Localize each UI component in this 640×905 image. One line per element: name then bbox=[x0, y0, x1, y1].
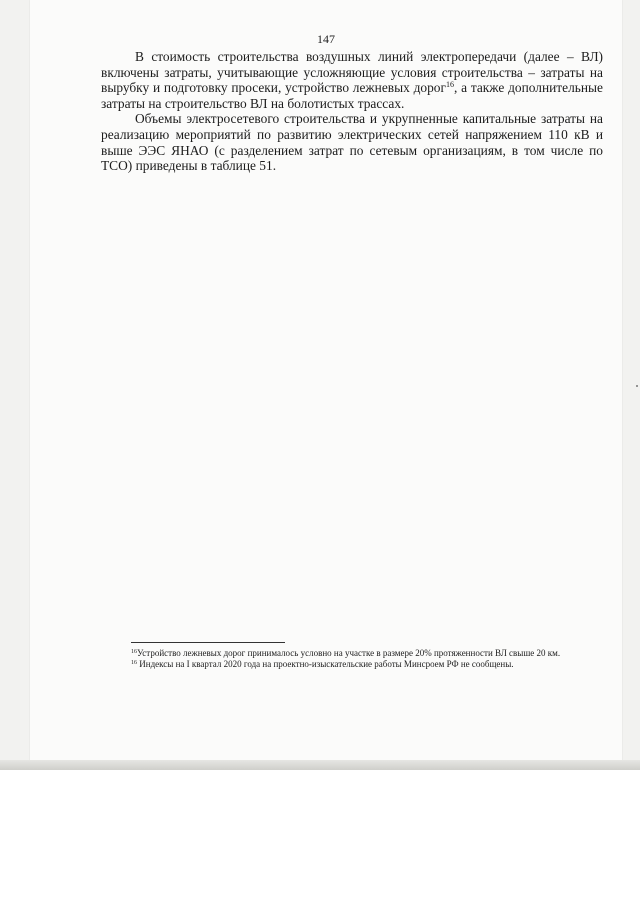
main-text bbox=[101, 49, 603, 174]
footnotes bbox=[131, 648, 603, 670]
footnote-1-mark: 16 bbox=[131, 649, 137, 655]
scan-bottom-edge bbox=[0, 760, 640, 770]
footnote-2-text: Индексы на I квартал 2020 года на проектно-изыскательские работы Минсроем РФ не сообщены. bbox=[137, 659, 514, 669]
paragraph-2: Объемы электросетевого строительства и укрупненные капитальные затраты на реализацию мероприятий по развитию электрических сетей напряжением 110 кВ и выше ЭЭС ЯНАО (с разделением затрат по сетевым организациям, в том числе по ТСО) приведены в таблице 51. bbox=[101, 111, 603, 174]
scan-speck bbox=[636, 385, 638, 387]
footnote-2 bbox=[131, 659, 603, 670]
paragraph-1 bbox=[101, 49, 603, 111]
footnote-2-mark: 16 bbox=[131, 660, 137, 666]
page-number: 147 bbox=[317, 32, 335, 46]
paragraph-1-text-continued: , а также дополнительные затраты на строительство ВЛ на болотистых трассах. bbox=[101, 80, 603, 111]
footnote-reference: 16 bbox=[445, 80, 454, 90]
footnote-1-text: Устройство лежневых дорог принималось условно на участке в размере 20% протяженности ВЛ свыше 20 км. bbox=[137, 648, 561, 658]
footnote-1 bbox=[131, 648, 603, 659]
paragraph-1-text: В стоимость строительства воздушных линий электропередачи (далее – ВЛ) включены затраты, учитывающие усложняющие условия строительства – затраты на вырубку и подготовку просеки, устройство лежневых дорог bbox=[101, 49, 603, 96]
footnote-separator bbox=[131, 642, 285, 643]
document-page bbox=[30, 0, 622, 762]
